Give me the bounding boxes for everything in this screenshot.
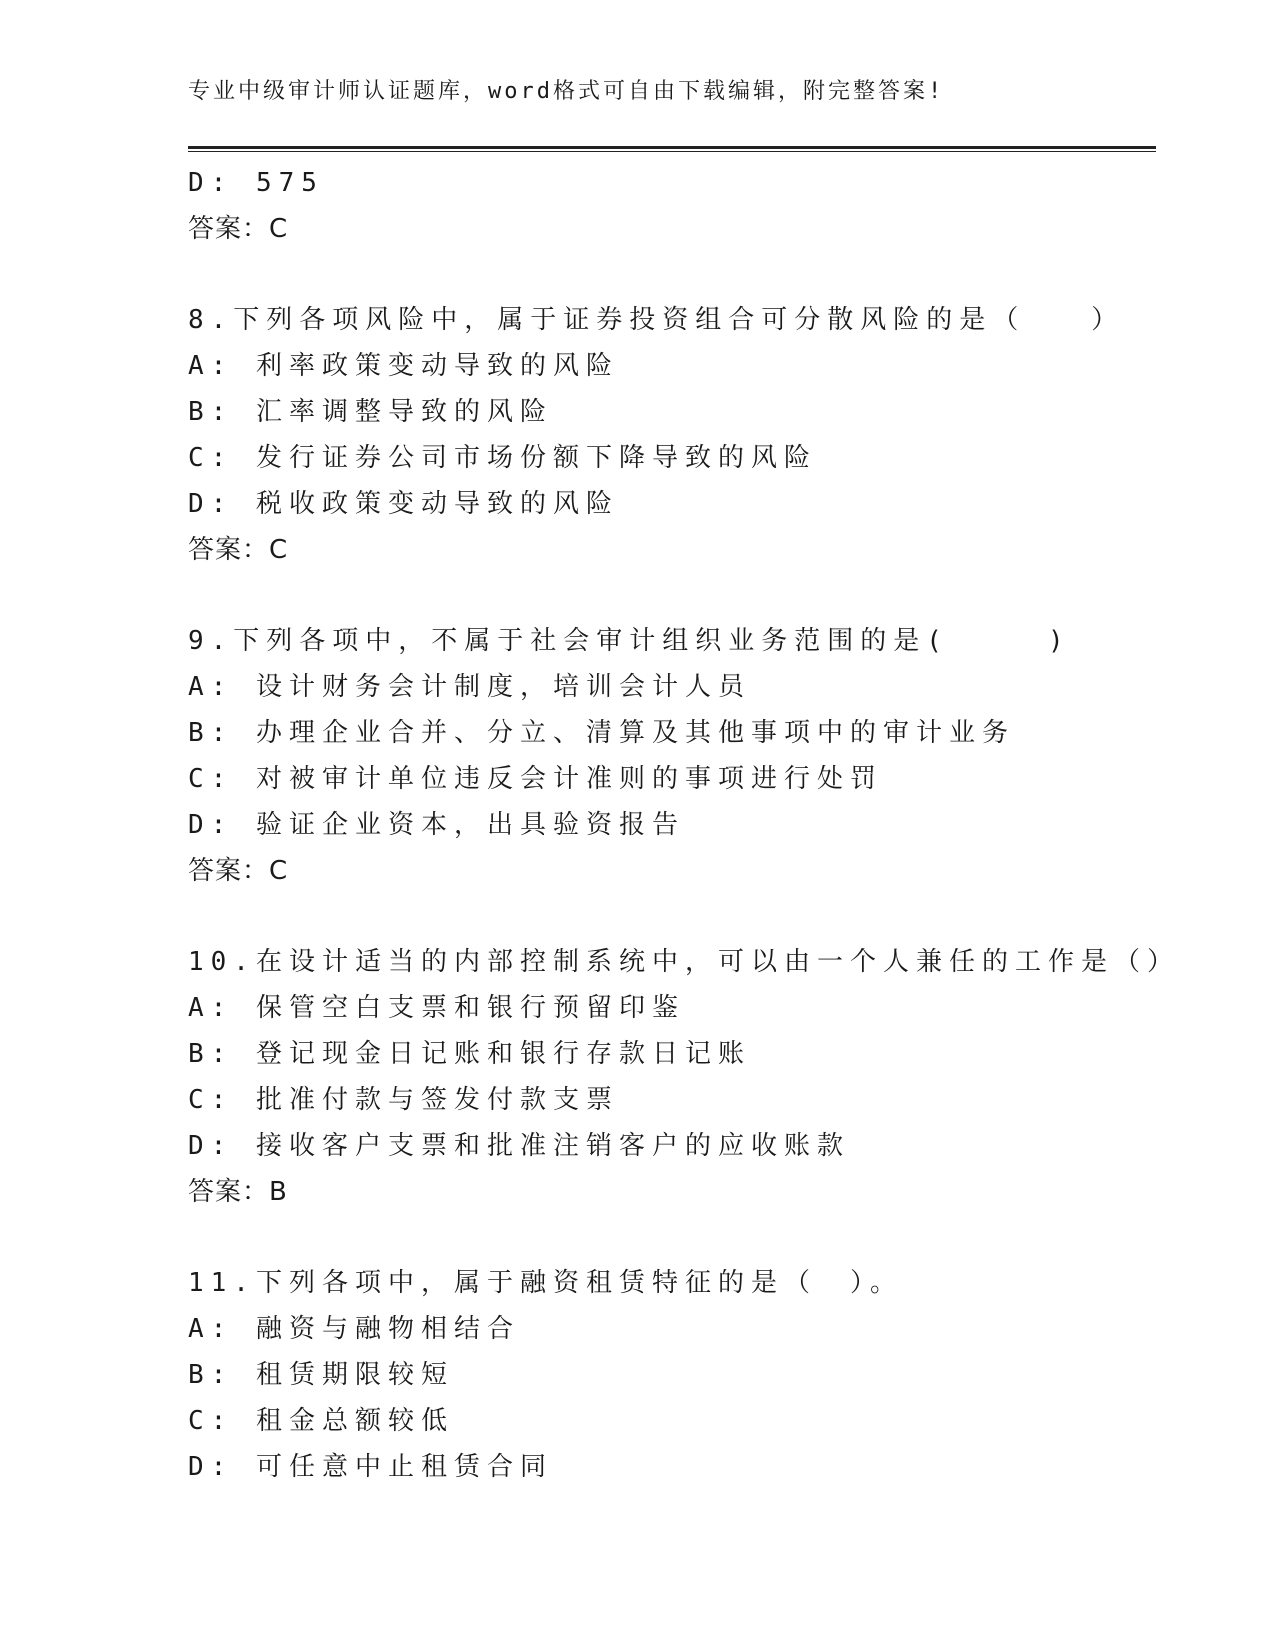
question-stem: 9.下列各项中，不属于社会审计组织业务范围的是( ) (188, 626, 1071, 656)
option-b: B: 登记现金日记账和银行存款日记账 (188, 1039, 751, 1069)
header-divider (188, 146, 1156, 152)
answer: 答案：B (188, 1177, 288, 1207)
option-d: D: 接收客户支票和批准注销客户的应收账款 (188, 1131, 850, 1161)
question-10 (188, 939, 1180, 1215)
option-d: D: 验证企业资本，出具验资报告 (188, 810, 685, 840)
question-8 (188, 297, 1168, 573)
option-a: A: 设计财务会计制度，培训会计人员 (188, 672, 751, 702)
option-b: B: 租赁期限较短 (188, 1360, 454, 1390)
prev-option-d: D: 575 (188, 168, 324, 198)
page-header: 专业中级审计师认证题库，word格式可自由下载编辑，附完整答案! (188, 79, 945, 104)
option-c: C: 对被审计单位违反会计准则的事项进行处罚 (188, 764, 883, 794)
question-stem: 10.在设计适当的内部控制系统中，可以由一个人兼任的工作是（） (188, 947, 1180, 977)
option-d: D: 税收政策变动导致的风险 (188, 489, 619, 519)
option-b: B: 汇率调整导致的风险 (188, 397, 553, 427)
prev-answer: 答案：C (188, 214, 289, 244)
option-d: D: 可任意中止租赁合同 (188, 1452, 553, 1482)
question-11 (188, 1260, 1168, 1490)
option-c: C: 批准付款与签发付款支票 (188, 1085, 619, 1115)
question-9 (188, 618, 1168, 894)
answer: 答案：C (188, 535, 289, 565)
question-stem: 11.下列各项中，属于融资租赁特征的是（ ）。 (188, 1268, 903, 1298)
option-a: A: 融资与融物相结合 (188, 1314, 520, 1344)
option-b: B: 办理企业合并、分立、清算及其他事项中的审计业务 (188, 718, 1015, 748)
answer: 答案：C (188, 856, 289, 886)
question-stem: 8.下列各项风险中，属于证券投资组合可分散风险的是（ ） (188, 305, 1125, 335)
document-body (188, 160, 1180, 1490)
option-c: C: 发行证券公司市场份额下降导致的风险 (188, 443, 817, 473)
option-a: A: 保管空白支票和银行预留印鉴 (188, 993, 685, 1023)
option-a: A: 利率政策变动导致的风险 (188, 351, 619, 381)
option-c: C: 租金总额较低 (188, 1406, 454, 1436)
